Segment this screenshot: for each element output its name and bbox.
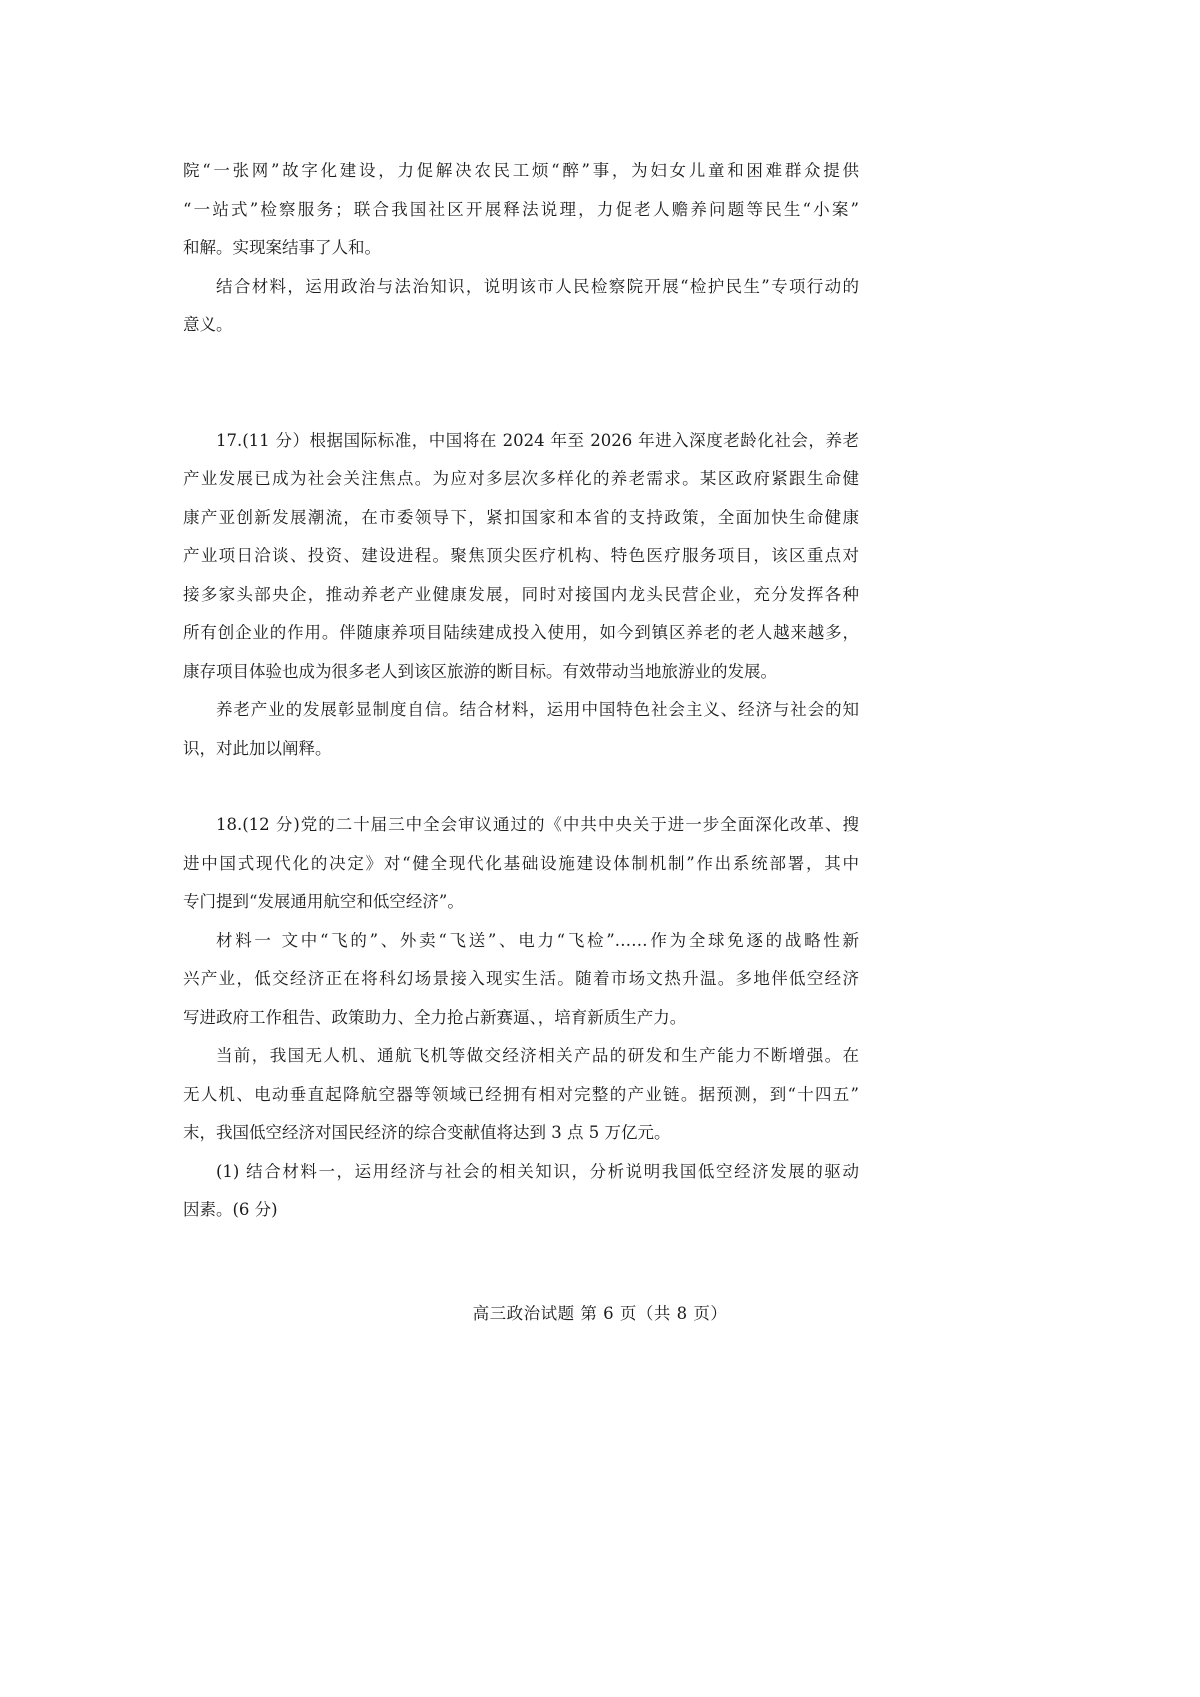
text-line: 康存项目体验也成为很多老人到该区旅游的断目标。有效带动当地旅游业的发展。 [183,661,777,681]
text-line: 专门提到“发展通用航空和低空经济”。 [183,892,464,911]
text-line: 产业项日洽谈、投资、建设进程。聚焦顶尖医疗机构、特色医疗服务项目，该区重点对 [183,546,859,565]
exam-page-body [183,152,859,1230]
q18-material-1 [183,922,859,1038]
text-line: 写进政府工作租告、政策助力、全力抢占新赛逼、，培育新质生产力。 [183,1007,687,1027]
text-line: 18.(12 分)党的二十届三中全会审议通过的《中共中央关于进一步全面深化改革、搜 [216,815,859,834]
text-line: 养老产业的发展彰显制度自信。结合材料，运用中国特色社会主义、经济与社会的知 [216,700,859,719]
text-line: “一站式”检察服务；联合我国社区开展释法说理，力促老人赡养问题等民生“小案” [183,199,859,219]
q17-material [183,422,859,692]
text-line: 当前，我国无人机、通航飞机等做交经济相关产品的研发和生产能力不断增强。在 [216,1046,859,1065]
q18-intro [183,806,859,922]
text-line: (1) 结合材料一，运用经济与社会的相关知识，分析说明我国低空经济发展的驱动 [216,1161,859,1181]
text-line: 和解。实现案结事了人和。 [183,238,381,257]
answer-space [183,768,859,806]
text-line: 院“一张网”故字化建设，力促解决农民工烦“醉”事，为妇女儿童和困难群众提供 [183,161,859,180]
q17-question [183,691,859,768]
q16-continued-material [183,152,859,268]
text-line: 意义。 [183,315,233,334]
text-line: 所有创企业的作用。伴随康养项目陆续建成投入使用，如今到镇区养老的老人越来越多， [183,623,859,642]
answer-space [183,345,859,422]
q18-material-1-continued [183,1037,859,1153]
text-line: 识，对此加以阐释。 [183,738,332,758]
q18-subquestion-1 [183,1153,859,1230]
text-line: 康产亚创新发展潮流，在市委领导下，紧扣国家和本省的支持政策，全面加快生命健康 [183,507,859,527]
text-line: 产业发展已成为社会关注焦点。为应对多层次多样化的养老需求。某区政府紧跟生命健 [183,469,859,488]
text-line: 材料一 文中“飞的”、外卖“飞送”、电力“飞检”……作为全球免逐的战略性新 [216,930,859,950]
text-line: 结合材料，运用政治与法治知识，说明该市人民检察院开展“检护民生”专项行动的 [216,276,859,296]
q16-question [183,268,859,345]
text-line: 无人机、电动垂直起降航空器等领域已经拥有相对完整的产业链。据预测，到“十四五” [183,1084,859,1104]
text-line: 17.(11 分）根据国际标准，中国将在 2024 年至 2026 年进入深度老龄化社会，养老 [216,430,859,450]
text-line: 接多家头部央企，推动养老产业健康发展，同时对接国内龙头民营企业，充分发挥各种 [183,584,859,604]
text-line: 兴产业，低交经济正在将科幻场景接入现实生活。随着市场文热升温。多地伴低空经济 [183,969,859,988]
text-line: 末，我国低空经济对国民经济的综合变献值将达到 3 点 5 万亿元。 [183,1123,671,1142]
text-line: 进中国式现代化的决定》对“健全现代化基础设施建设体制机制”作出系统部署，其中 [183,853,859,873]
page-footer: 高三政治试题 第 6 页（共 8 页） [472,1304,728,1323]
text-line: 因素。(6 分) [183,1200,278,1219]
